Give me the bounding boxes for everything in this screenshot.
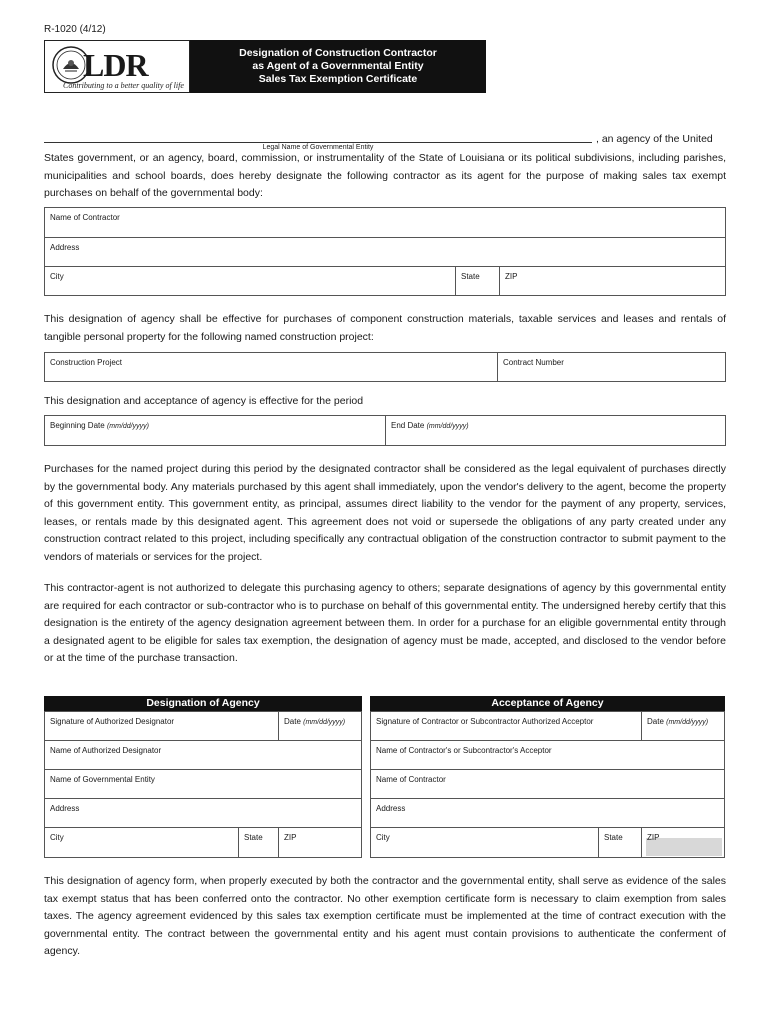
- contractor-zip-label: ZIP: [505, 272, 518, 281]
- designation-zip-label: ZIP: [284, 833, 297, 842]
- designation-state-label: State: [244, 833, 263, 842]
- acceptance-address-field[interactable]: [371, 799, 724, 828]
- contractor-box: [44, 207, 726, 296]
- ldr-logo: [44, 40, 190, 93]
- acceptance-state-label: State: [604, 833, 623, 842]
- acceptance-city-label: City: [376, 833, 390, 842]
- designation-heading: Designation of Agency: [44, 696, 362, 711]
- designation-address-field[interactable]: [45, 799, 361, 828]
- agency-tail-text: , an agency of the United: [596, 133, 713, 145]
- governmental-entity-field[interactable]: [45, 770, 361, 799]
- contractor-name-field[interactable]: [45, 208, 725, 238]
- title-line-2: as Agent of a Governmental Entity: [252, 60, 424, 72]
- acceptance-zip-label: ZIP: [647, 833, 660, 842]
- governmental-entity-label: Name of Governmental Entity: [50, 775, 155, 784]
- period-intro: This designation and acceptance of agency is effective for the period: [44, 395, 364, 407]
- end-date-field[interactable]: [385, 416, 725, 445]
- title-line-3: Sales Tax Exemption Certificate: [258, 73, 418, 85]
- logo-tagline: Contributing to a better quality of life: [63, 81, 184, 90]
- entity-name-caption: Legal Name of Governmental Entity: [262, 144, 374, 151]
- form-code: R-1020 (4/12): [44, 24, 106, 35]
- contractor-zip-field[interactable]: [499, 267, 725, 295]
- contract-number-label: Contract Number: [503, 358, 564, 367]
- closing-paragraph: This designation of agency form, when properly executed by both the contractor and the governmental entity, shall serve as evidence of the sales tax exempt status that has been conferred onto the contractor. No other exemption certificate form is necessary to claim exemption from sales taxes. The agency agreement evidenced by this sales tax exemption certificate must be implemented at the time of contract execution with the governmental entity. The contract between the governmental entity and his agent must contain provisions to authenticate the conferment of agency.: [44, 875, 726, 957]
- designator-date-field[interactable]: [278, 712, 361, 741]
- project-intro: This designation of agency shall be effective for purchases of component construction materials, taxable services and leases and rentals of tangible personal property for the following named construction project:: [44, 313, 726, 343]
- period-box: [44, 415, 726, 446]
- intro-paragraph: States government, or an agency, board, commission, or instrumentality of the State of Louisiana or its political subdivisions, including parishes, municipalities and school boards, does hereby designate the following contractor as its agent for the purpose of making sales tax exempt purchases on behalf of the governmental body:: [44, 152, 726, 199]
- contractor-state-field[interactable]: [455, 267, 499, 295]
- end-date-label: End Date (mm/dd/yyyy): [391, 421, 469, 430]
- delegate-paragraph: This contractor-agent is not authorized to delegate this purchasing agency to others; separate designations of agency by this governmental entity are required for each contractor or sub-contractor who is to purchase on behalf of this governmental entity. The undersigned hereby certify that this designation is the entirety of the agency designation agreement between them. In order for a purchase for an eligible governmental entity through a designated agent to be eligible for sales tax exemption, the designation of agency must be made, accepted, and disclosed to the vendor before or at the time of the purchase transaction.: [44, 582, 726, 664]
- purchases-paragraph: Purchases for the named project during this period by the designated contractor shall be considered as the legal equivalent of purchases directly by the governmental body. Any materials purchased by this agent shall immediately, upon the vendor's delivery to the agent, become the property of this government entity. This government entity, as principal, assumes direct liability to the vendor for the payment of any property, services, leases, or rentals made by this designated agent. This agreement does not void or supersede the obligations of any party created under any construction contract related to this project, including specifically any contractual obligation of the construction contractor to submit payment to the vendors of materials or services for the project.: [44, 463, 726, 563]
- project-box: [44, 352, 726, 382]
- acceptance-city-field[interactable]: [371, 828, 598, 857]
- acceptor-signature-label: Signature of Contractor or Subcontractor Authorized Acceptor: [376, 717, 594, 726]
- designator-date-label: Date (mm/dd/yyyy): [284, 717, 346, 726]
- designation-city-label: City: [50, 833, 64, 842]
- acceptance-box: [370, 711, 725, 858]
- logo-text: LDR: [83, 47, 148, 83]
- contract-number-field[interactable]: [497, 353, 725, 381]
- acceptor-date-field[interactable]: [641, 712, 724, 741]
- acceptance-contractor-field[interactable]: [371, 770, 724, 799]
- contractor-address-label: Address: [50, 243, 80, 252]
- designator-signature-field[interactable]: [45, 712, 278, 741]
- designation-box: [44, 711, 362, 858]
- acceptor-date-label: Date (mm/dd/yyyy): [647, 717, 709, 726]
- entity-name-field[interactable]: [44, 142, 592, 143]
- designator-name-label: Name of Authorized Designator: [50, 746, 162, 755]
- form-title: [190, 40, 486, 93]
- contractor-state-label: State: [461, 272, 480, 281]
- beginning-date-label: Beginning Date (mm/dd/yyyy): [50, 421, 149, 430]
- contractor-city-field[interactable]: [45, 267, 455, 295]
- contractor-address-field[interactable]: [45, 238, 725, 267]
- contractor-city-label: City: [50, 272, 64, 281]
- designator-name-field[interactable]: [45, 741, 361, 770]
- acceptance-contractor-label: Name of Contractor: [376, 775, 446, 784]
- designation-state-field[interactable]: [238, 828, 278, 857]
- acceptance-heading: Acceptance of Agency: [370, 696, 725, 711]
- designator-signature-label: Signature of Authorized Designator: [50, 717, 175, 726]
- title-line-1: Designation of Construction Contractor: [239, 47, 437, 59]
- acceptance-zip-field[interactable]: [641, 828, 724, 857]
- acceptance-address-label: Address: [376, 804, 406, 813]
- construction-project-label: Construction Project: [50, 358, 123, 367]
- acceptor-name-label: Name of Contractor's or Subcontractor's Acceptor: [376, 746, 552, 755]
- contractor-name-label: Name of Contractor: [50, 213, 120, 222]
- construction-project-field[interactable]: [45, 353, 497, 381]
- designation-zip-field[interactable]: [278, 828, 361, 857]
- acceptor-signature-field[interactable]: [371, 712, 641, 741]
- designation-address-label: Address: [50, 804, 80, 813]
- acceptor-name-field[interactable]: [371, 741, 724, 770]
- designation-city-field[interactable]: [45, 828, 238, 857]
- acceptance-state-field[interactable]: [598, 828, 641, 857]
- beginning-date-field[interactable]: [45, 416, 385, 445]
